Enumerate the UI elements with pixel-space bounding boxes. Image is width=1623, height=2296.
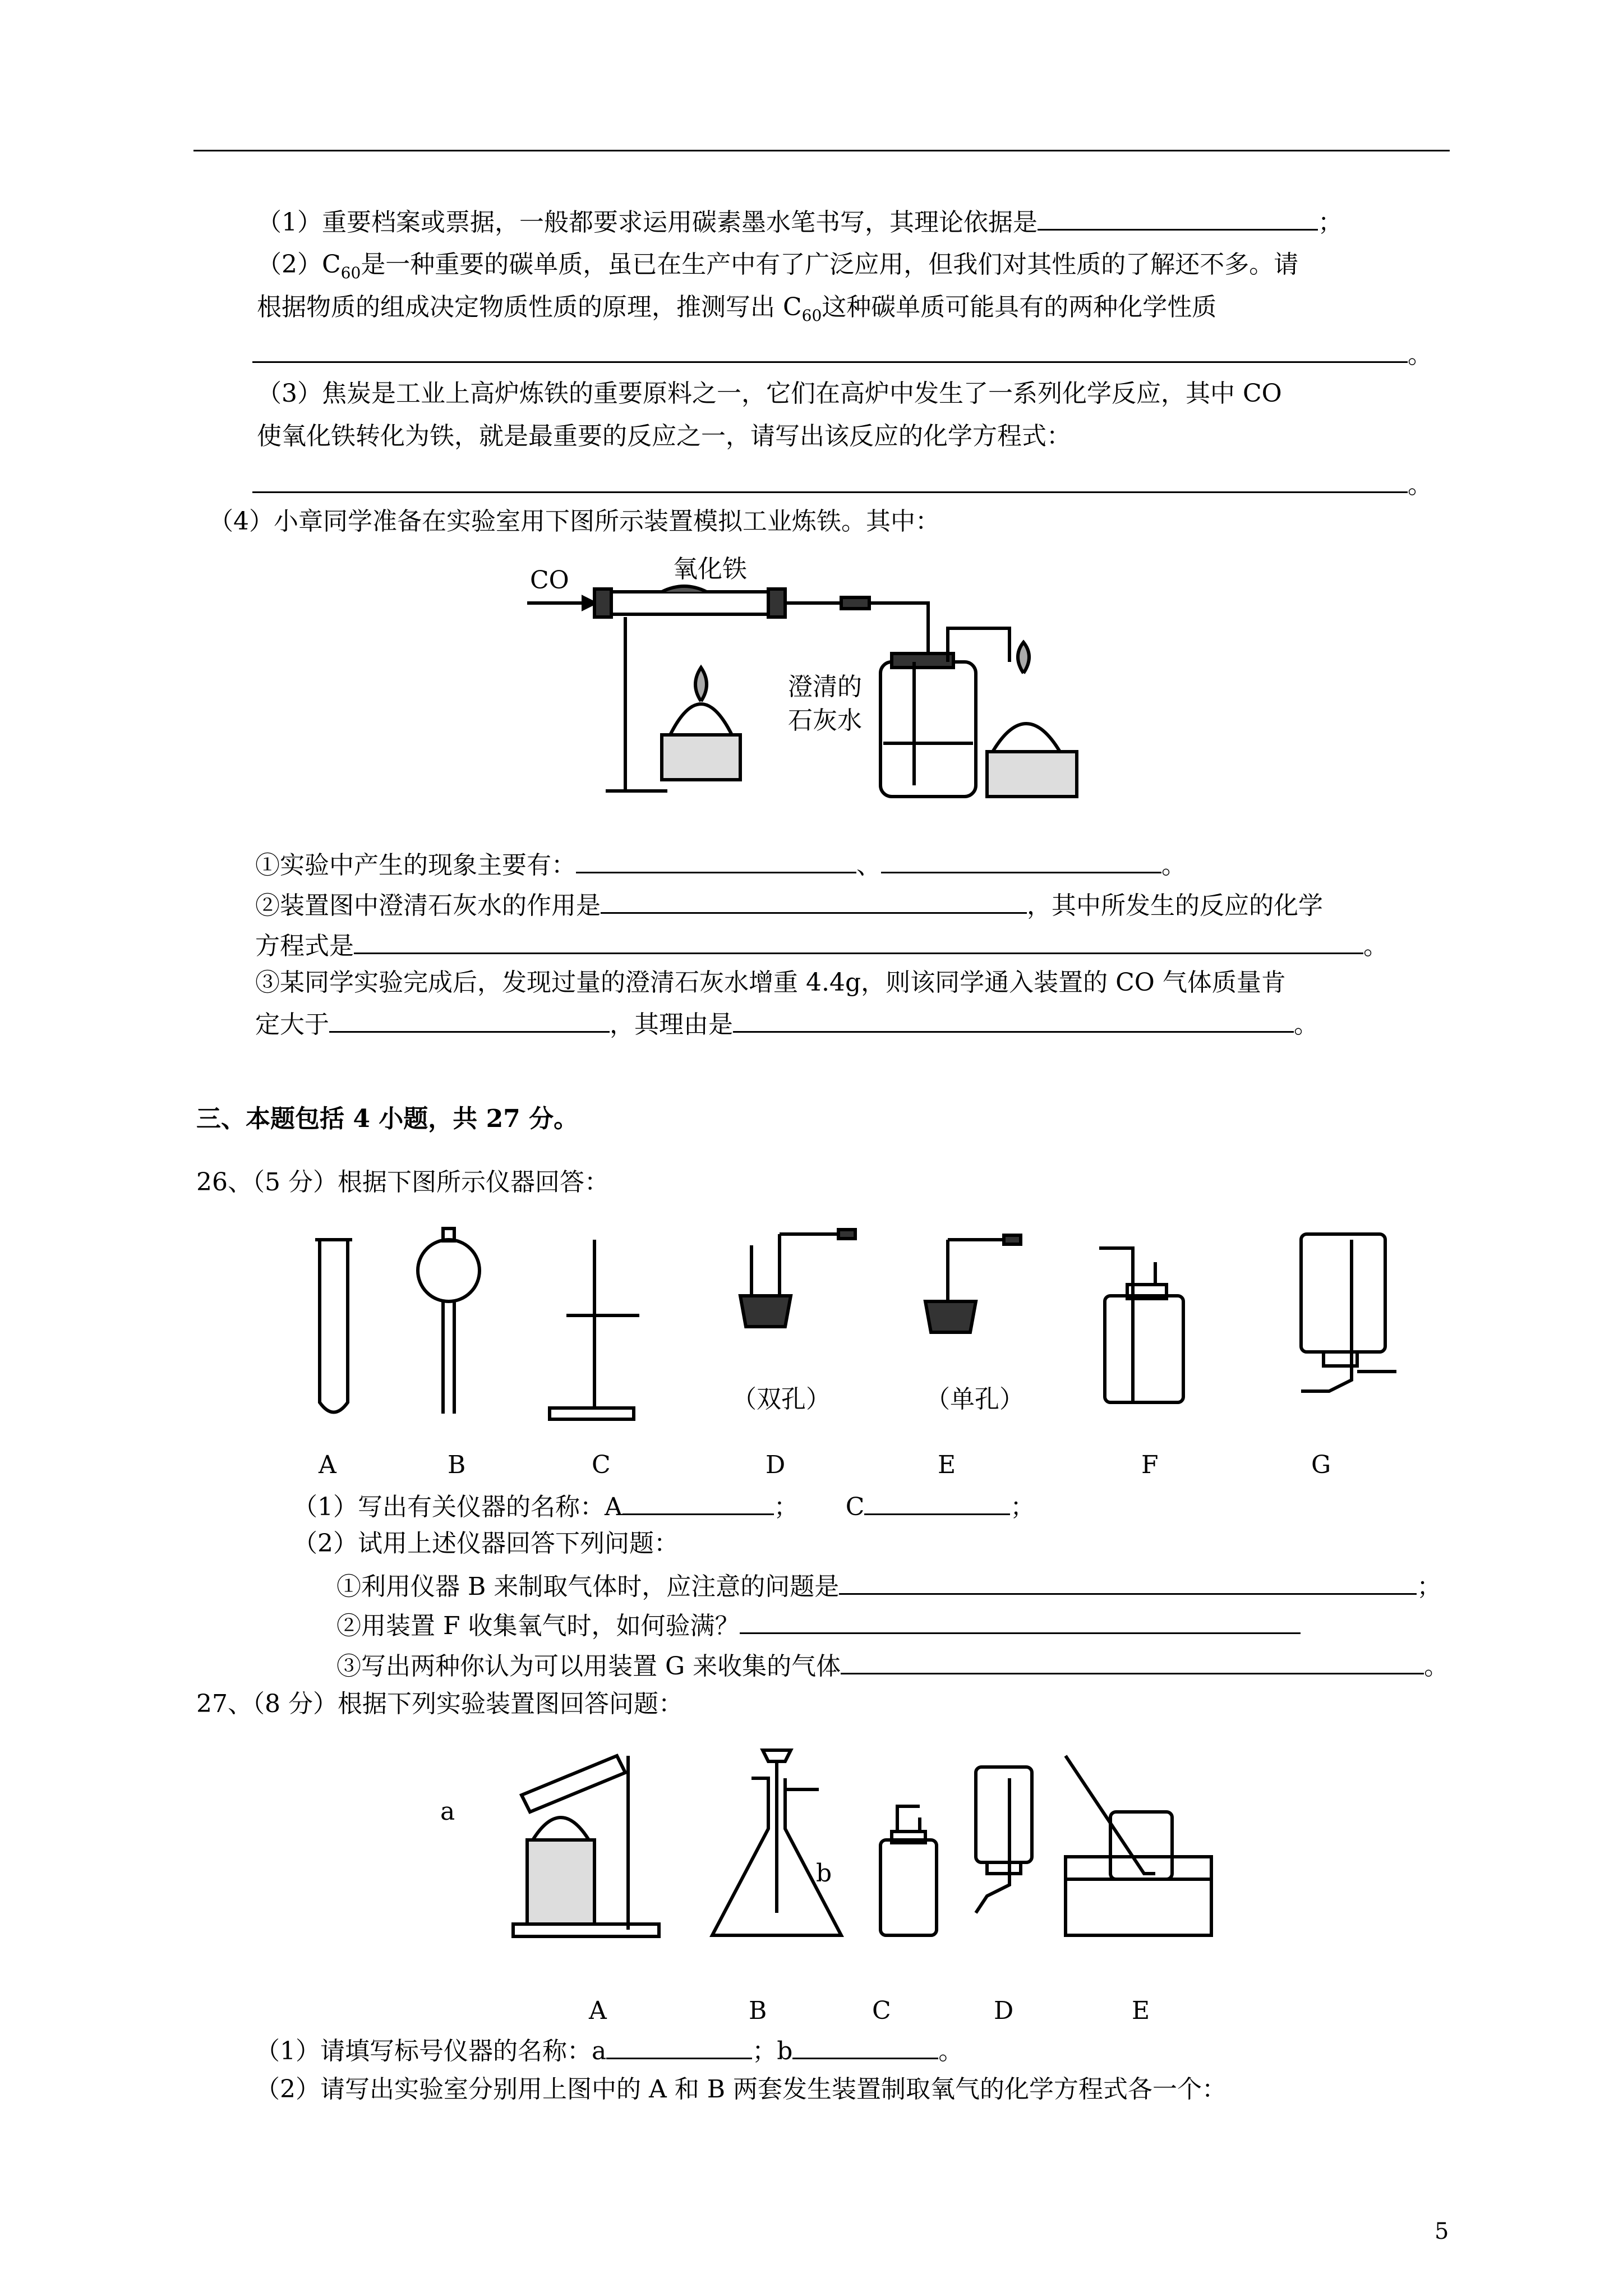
q27-apparatus-figure <box>505 1745 1234 1969</box>
q27-label-b: B <box>749 1996 767 2025</box>
answer-blank[interactable] <box>329 1005 610 1033</box>
answer-blank[interactable] <box>740 1607 1301 1634</box>
q26-label-c: C <box>592 1451 611 1479</box>
fig-label-limewater-2: 石灰水 <box>788 706 862 735</box>
fig-label-double-hole: （双孔） <box>732 1385 831 1414</box>
q26-instruments-figure <box>303 1223 1424 1436</box>
q25-sub1: ①实验中产生的现象主要有： 、 。 <box>255 846 1186 882</box>
q26-label-b: B <box>448 1451 466 1479</box>
q26-part1: （1）写出有关仪器的名称：A ； C ； <box>293 1488 1035 1524</box>
answer-blank[interactable] <box>623 1488 774 1515</box>
answer-blank[interactable] <box>733 1005 1294 1033</box>
q26-label-g: G <box>1311 1451 1331 1479</box>
q26-label-f: F <box>1141 1451 1159 1479</box>
q25-sub3-line1: ③某同学实验完成后，发现过量的澄清石灰水增重 4.4g，则该同学通入装置的 CO 气体质量肯 <box>255 968 1286 997</box>
q25-part2-line2: 根据物质的组成决定物质性质的原理，推测写出 $C_{60}$这种碳单质可能具有的两种化学性质 <box>257 293 1217 325</box>
header-rule <box>193 150 1450 151</box>
answer-blank[interactable] <box>792 2032 938 2059</box>
q27-label-d: D <box>994 1996 1014 2025</box>
section3-title: 三、本题包括 4 小题，共 27 分。 <box>196 1105 579 1133</box>
page-number: 5 <box>1435 2219 1449 2244</box>
answer-blank[interactable] <box>1038 203 1318 231</box>
q27-part1: （1）请填写标号仪器的名称：a ；b 。 <box>255 2032 963 2068</box>
q26-sub3: ③写出两种你认为可以用装置 G 来收集的气体 。 <box>336 1647 1449 1683</box>
answer-blank[interactable] <box>252 466 1408 493</box>
answer-blank[interactable] <box>252 335 1408 363</box>
q25-part2-line1: $(2)C_{60}$是一种重要的碳单质，虽已在生产中有了广泛应用，但我们对其性质的了解还不多。请 <box>257 250 1299 282</box>
q25-sub3-line2: 定大于 ，其理由是 。 <box>255 1005 1318 1042</box>
answer-blank[interactable] <box>839 1567 1417 1595</box>
fig-label-co: CO <box>530 566 569 595</box>
fig-label-b: b <box>816 1859 832 1888</box>
q25-part2-answer: 。 <box>252 335 1432 372</box>
q25-part3-line2: 使氧化铁转化为铁，就是最重要的反应之一，请写出该反应的化学方程式： <box>257 422 1071 450</box>
answer-blank[interactable] <box>606 2032 752 2059</box>
answer-blank[interactable] <box>881 846 1161 873</box>
answer-blank[interactable] <box>354 927 1363 954</box>
q27-label-a: A <box>589 1996 607 2025</box>
fig-label-single-hole: （单孔） <box>925 1385 1024 1414</box>
q27-title: 27、（8 分）根据下列实验装置图回答问题： <box>196 1690 683 1718</box>
answer-blank[interactable] <box>576 846 856 873</box>
q27-label-e: E <box>1132 1996 1150 2025</box>
answer-blank[interactable] <box>841 1647 1424 1674</box>
fig-label-a: a <box>440 1797 455 1826</box>
q25-part3-answer: 。 <box>252 466 1432 502</box>
fig-label-limewater-1: 澄清的 <box>788 673 862 701</box>
q26-title: 26、（5 分）根据下图所示仪器回答： <box>196 1168 609 1197</box>
q25-part4: （4）小章同学准备在实验室用下图所示装置模拟工业炼铁。其中： <box>209 507 940 536</box>
answer-blank[interactable] <box>864 1488 1010 1515</box>
q26-label-a: A <box>319 1451 336 1479</box>
q26-label-e: E <box>938 1451 956 1479</box>
q25-sub2-equation: 方程式是 。 <box>255 927 1388 963</box>
answer-blank[interactable] <box>601 886 1027 914</box>
q26-sub1: ①利用仪器 B 来制取气体时，应注意的问题是 ； <box>336 1567 1441 1604</box>
q25-part1: （1）重要档案或票据，一般都要求运用碳素墨水笔书写，其理论依据是 ； <box>257 203 1343 240</box>
q27-label-c: C <box>872 1996 891 2025</box>
q25-part3-line1: （3）焦炭是工业上高炉炼铁的重要原料之一，它们在高炉中发生了一系列化学反应，其中 CO <box>257 379 1282 408</box>
q27-part2: （2）请写出实验室分别用上图中的 A 和 B 两套发生装置制取氧气的化学方程式各一个： <box>255 2075 1227 2104</box>
q26-sub2: ②用装置 F 收集氧气时，如何验满？ <box>336 1607 1301 1643</box>
fig-label-iron-oxide: 氧化铁 <box>673 555 747 583</box>
q25-sub2: ②装置图中澄清石灰水的作用是 ，其中所发生的反应的化学 <box>255 886 1323 923</box>
q26-part2: （2）试用上述仪器回答下列问题： <box>293 1529 679 1558</box>
q26-label-d: D <box>766 1451 786 1479</box>
